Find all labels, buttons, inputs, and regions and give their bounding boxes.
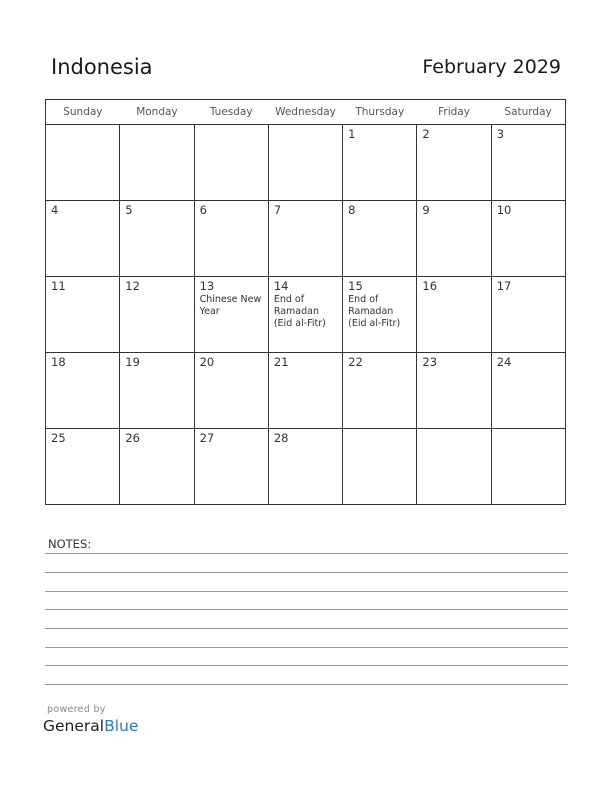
day-number: 22: [348, 355, 363, 369]
weekday-header: Thursday: [343, 100, 417, 125]
week-row: [46, 429, 566, 505]
weekday-header: Friday: [417, 100, 491, 125]
day-cell: [46, 353, 120, 429]
note-line: [45, 665, 568, 666]
day-number: 18: [51, 355, 66, 369]
week-row: [46, 201, 566, 277]
day-number: 14: [273, 279, 289, 293]
day-cell: [194, 277, 268, 353]
powered-by-text: powered by: [47, 704, 106, 715]
day-number: 15: [348, 279, 363, 293]
day-cell: [120, 353, 194, 429]
day-cell: [268, 353, 342, 429]
day-number: 28: [273, 431, 289, 445]
weekday-header-row: [46, 100, 566, 125]
day-number: 6: [199, 203, 207, 217]
day-number: 27: [199, 431, 215, 445]
day-cell: [417, 429, 491, 505]
note-line: [45, 628, 568, 629]
day-cell: [268, 125, 342, 201]
day-cell: [491, 125, 565, 201]
day-number: 7: [273, 203, 282, 217]
note-line: [45, 591, 568, 592]
day-number: 19: [125, 355, 140, 369]
day-number: 13: [199, 279, 215, 293]
day-cell: [120, 429, 194, 505]
day-cell: [417, 201, 491, 277]
brand-name-part1: General: [43, 717, 105, 735]
day-cell: [343, 277, 417, 353]
day-cell: [46, 201, 120, 277]
day-cell: [120, 201, 194, 277]
day-cell: [343, 201, 417, 277]
day-number: 24: [496, 355, 512, 369]
day-cell: [417, 353, 491, 429]
brand-logo: [43, 717, 138, 735]
day-cell: [194, 201, 268, 277]
day-cell: [46, 429, 120, 505]
week-row: [46, 277, 566, 353]
day-cell: [194, 429, 268, 505]
day-number: 10: [496, 203, 512, 217]
day-number: 20: [199, 355, 215, 369]
day-number: 26: [125, 431, 140, 445]
day-number: 8: [348, 203, 356, 217]
weekday-header: Sunday: [46, 100, 120, 125]
brand-name-part2: Blue: [104, 717, 139, 735]
note-line: [45, 553, 568, 554]
day-cell: [194, 125, 268, 201]
day-cell: [120, 277, 194, 353]
note-line: [45, 572, 568, 573]
day-cell: [417, 125, 491, 201]
weekday-header: Tuesday: [194, 100, 268, 125]
note-line: [45, 647, 568, 648]
week-row: [46, 125, 566, 201]
holiday-label: End of Ramadan (Eid al-Fitr): [273, 294, 326, 329]
day-cell: [46, 125, 120, 201]
calendar-country-title: Indonesia: [51, 55, 153, 79]
holiday-label: Chinese New Year: [199, 294, 262, 317]
day-cell: [268, 277, 342, 353]
day-number: 12: [125, 279, 140, 293]
day-cell: [268, 201, 342, 277]
day-number: 25: [51, 431, 66, 445]
note-line: [45, 609, 568, 610]
day-number: 16: [422, 279, 438, 293]
notes-label: NOTES:: [48, 537, 92, 551]
weekday-header: Wednesday: [268, 100, 342, 125]
day-cell: [120, 125, 194, 201]
weekday-header: Monday: [120, 100, 194, 125]
day-cell: [46, 277, 120, 353]
day-number: 4: [51, 203, 59, 217]
day-number: 1: [348, 127, 356, 141]
weekday-header: Saturday: [491, 100, 565, 125]
note-line: [45, 684, 568, 685]
day-number: 3: [496, 127, 505, 141]
calendar-grid: [45, 99, 566, 505]
day-number: 17: [496, 279, 512, 293]
day-cell: [268, 429, 342, 505]
day-cell: [491, 429, 565, 505]
day-cell: [491, 277, 565, 353]
day-number: 11: [51, 279, 66, 293]
day-number: 2: [422, 127, 430, 141]
day-number: 5: [125, 203, 133, 217]
day-number: 9: [422, 203, 430, 217]
day-number: 23: [422, 355, 438, 369]
day-number: 21: [273, 355, 289, 369]
day-cell: [194, 353, 268, 429]
day-cell: [491, 201, 565, 277]
day-cell: [417, 277, 491, 353]
calendar-month-title: February 2029: [422, 56, 561, 78]
holiday-label: End of Ramadan (Eid al-Fitr): [348, 294, 401, 329]
day-cell: [343, 353, 417, 429]
day-cell: [343, 125, 417, 201]
day-cell: [343, 429, 417, 505]
week-row: [46, 353, 566, 429]
day-cell: [491, 353, 565, 429]
